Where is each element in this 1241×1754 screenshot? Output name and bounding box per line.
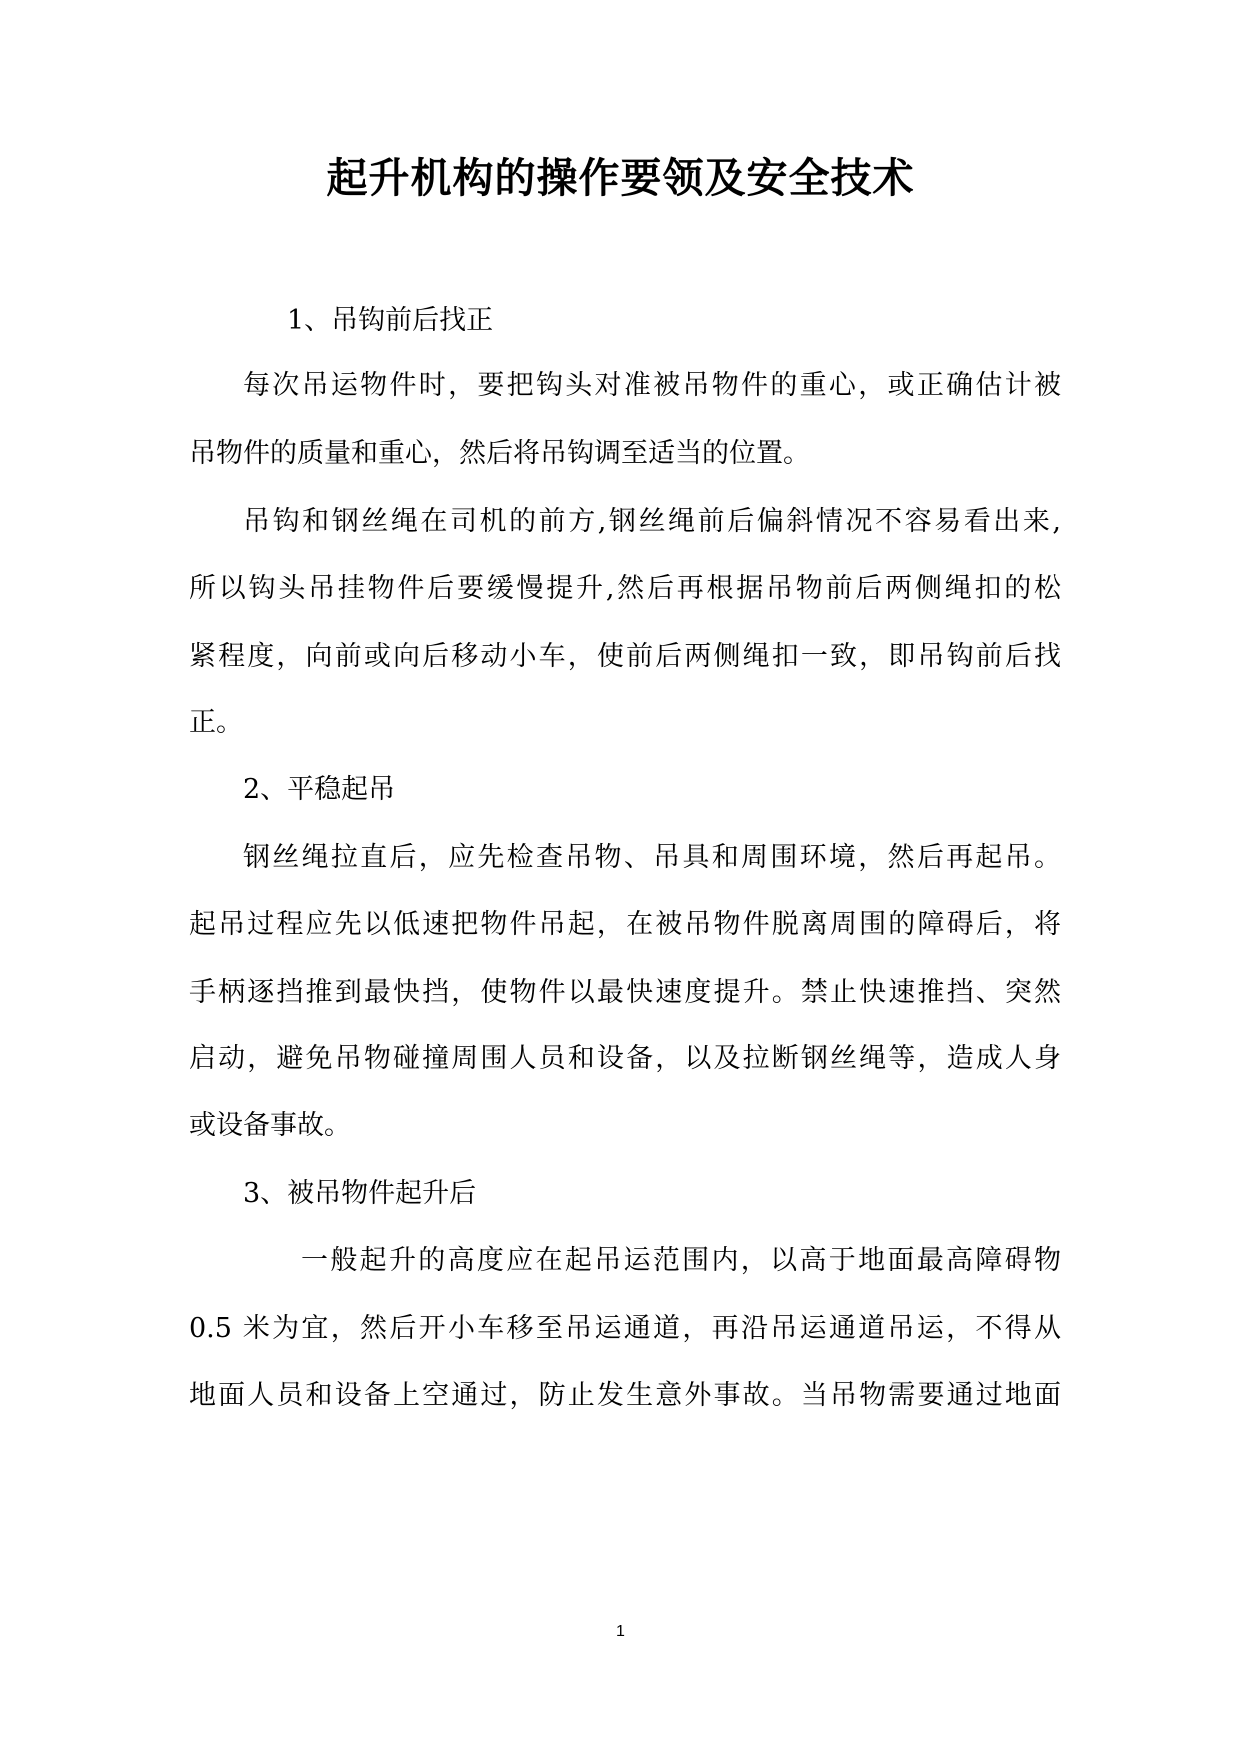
document-title: 起升机构的操作要领及安全技术 <box>326 154 915 202</box>
paragraph-line: 0.5 米为宜，然后开小车移至吊运通道，再沿吊运通道吊运，不得从 <box>189 1313 1061 1344</box>
paragraph-line: 一般起升的高度应在起吊运范围内，以高于地面最高障碍物 <box>301 1245 1061 1276</box>
page-number: 1 <box>616 1623 625 1640</box>
paragraph-line: 手柄逐挡推到最快挡，使物件以最快速度提升。禁止快速推挡、突然 <box>189 977 1061 1008</box>
paragraph-line: 所以钩头吊挂物件后要缓慢提升,然后再根据吊物前后两侧绳扣的松 <box>189 573 1061 604</box>
paragraph-line: 正。 <box>189 707 243 738</box>
paragraph-line: 吊物件的质量和重心，然后将吊钩调至适当的位置。 <box>189 438 810 469</box>
paragraph-line: 起吊过程应先以低速把物件吊起，在被吊物件脱离周围的障碍后，将 <box>189 909 1061 940</box>
paragraph-line: 启动，避免吊物碰撞周围人员和设备，以及拉断钢丝绳等，造成人身 <box>189 1043 1061 1074</box>
paragraph-line: 钢丝绳拉直后，应先检查吊物、吊具和周围环境，然后再起吊。 <box>243 842 1061 873</box>
paragraph-line: 紧程度，向前或向后移动小车，使前后两侧绳扣一致，即吊钩前后找 <box>189 641 1061 672</box>
section-heading-3: 3、被吊物件起升后 <box>243 1178 477 1209</box>
paragraph-line: 吊钩和钢丝绳在司机的前方,钢丝绳前后偏斜情况不容易看出来, <box>243 506 1061 537</box>
paragraph-line: 或设备事故。 <box>189 1110 351 1141</box>
section-heading-1: 1、吊钩前后找正 <box>287 305 494 336</box>
paragraph-line: 每次吊运物件时，要把钩头对准被吊物件的重心，或正确估计被 <box>243 370 1061 401</box>
section-heading-2: 2、平稳起吊 <box>243 774 396 805</box>
paragraph-line: 地面人员和设备上空通过，防止发生意外事故。当吊物需要通过地面 <box>189 1380 1061 1411</box>
